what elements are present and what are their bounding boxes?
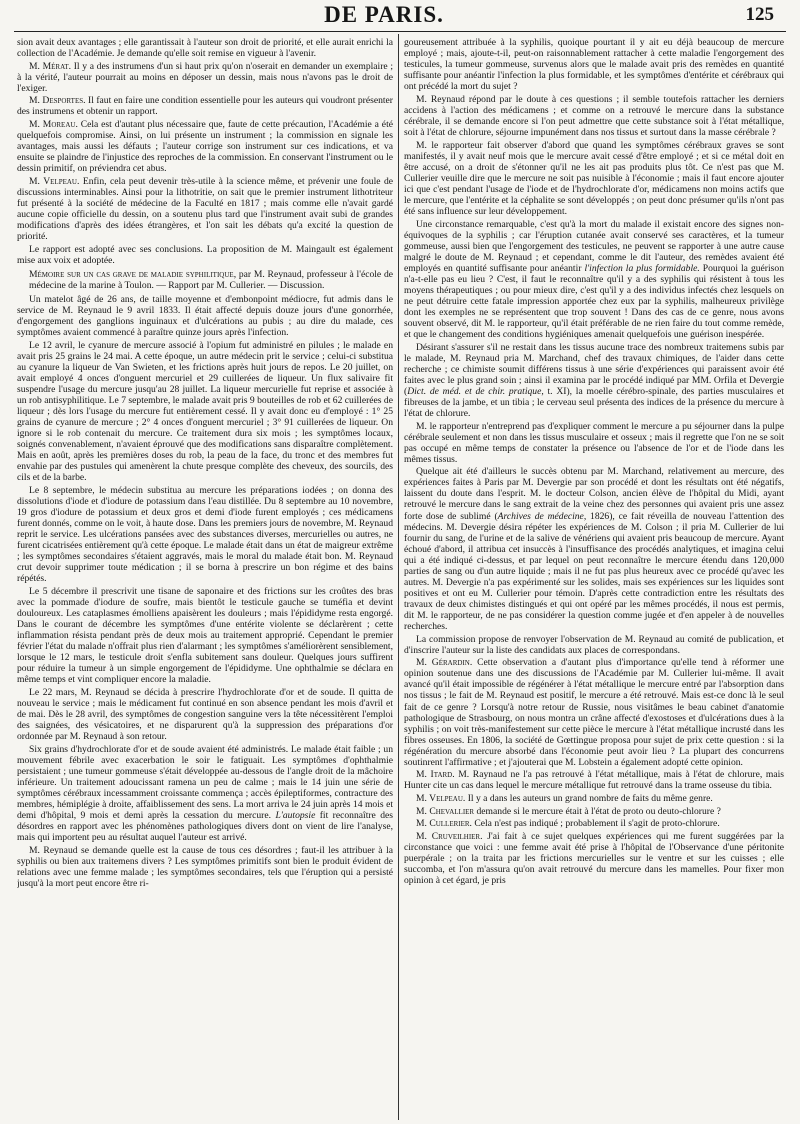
paragraph-text: Le 5 décembre il prescrivit une tisane de saponaire et des frictions sur les croûtes des bras avec la pommade d'iodure de soufre, mais bientôt le testicule gauche se tuméfia et devint douloureux. Les cataplasmes émolliens apaisèrent les douleurs ; mais l'épididyme resta engorgé. Dans le courant de décembre les symptômes d'une entérite violente se déclarèrent ; cette inflammation résista pendant près de deux mois au traitement approprié. Cependant le premier février l'état du malade n'offrait plus rien d'alarmant ; les symptômes s'améliorèrent sensiblement, lorsque le 12 mars, le testicule droit s'enfla subitement sans douleur. Quelques jours suffirent pour réduire la tumeur à un simple engorgement de l'épididyme. Une ophthalmie se déclara en même temps et vint compliquer encore la maladie. (17, 586, 393, 686)
paragraph-text: Il faut en faire une condition essentielle pour les auteurs qui voudront présenter des instrumens et obtenir un rapport. (17, 95, 393, 118)
paragraph-text: Pourquoi la guérison n'a-t-elle pas eu lieu ? C'est, il faut le reconnaître qu'il y a des syphilis qui résistent à tous les moyens thérapeutiques ; ou pour mieux dire, c'est qu'il y a des individus infectés chez lesquels on ne peut détruire cette fatale impression apportée chez eux par la syphilis, malheureux privilège dont les exemples ne se représentent que trop souvent ! Dans des cas de ce genre, nous avons souvent observé, dit M. le rapporteur, qu'il était préférable de ne rien faire du tout comme remède, et que le changement des conditions hygiéniques amenait quelquefois une guérison inespérée. (404, 262, 784, 340)
paragraph-text: Enfin, cela peut devenir très-utile à la science même, et prévenir une foule de discussions interminables. Ainsi pour la lithotritie, on sait que le premier instrument lithotriteur fut présenté à la société de médecine de la Faculté en 1817 ; mais comme elle n'avait gardé aucune copie officielle du dessin, on a soutenu plus tard que l'instrument avait subi de grandes modifications d'après des idées étrangères, et l'on sait les débats qu'a excité la question de priorité. (17, 175, 393, 243)
paragraph-text: Le 8 septembre, le médecin substitua au mercure les préparations iodées ; on donna des dissolutions d'iode et d'iodure de potassium dans l'eau distillée. Du 8 septembre au 10 novembre, 19 gros d'iodure de potassium et deux gros et demi d'iode furent employés ; ces médicamens furent donnés, comme on le voit, à haute dose. Dans les premiers jours de novembre, M. Reynaud reprit le service. Les ulcérations pansées avec des substances diverses, mercurielles ou autres, ne furent cicatrisées entièrement qu'à cette époque. Le malade était dans un état de maigreur extrême ; les symptômes secondaires s'étaient aggravés, mais le moral du malade était bon. M. Reynaud crut devoir supprimer toute médication ; il se borna à prescrire un bon régime et des bains répétés. (17, 484, 393, 585)
page-title: DE PARIS. (324, 2, 444, 27)
case-paragraph (17, 744, 393, 843)
paragraph-text: Désirant s'assurer s'il ne restait dans les tissus aucune trace des nombreux traitemens subis par le malade, M. Reynaud pria M. Marchand, chef des travaux chimiques, de l'aider dans cette recherche ; ce chimiste soumit différens tissus à une série d'expériences qui paraissent avoir été faites avec le plus grand soin ; ainsi il examina par le procédé indiqué par MM. Orfila et Devergie ( (404, 341, 784, 397)
case-paragraph (17, 485, 393, 584)
speaker-name: M. Moreau. (29, 119, 78, 131)
case-paragraph (17, 294, 393, 338)
merat-remark (17, 61, 393, 94)
paragraph-text: Il y a des instrumens d'un si haut prix qu'on n'oserait en demander un exemplaire ; à la vérité, l'auteur pourrait au moins en déposer un dessin, mais nous n'avons pas le droit de l'exiger. (17, 60, 393, 94)
velpeau-remark (404, 793, 784, 804)
continued-paragraph (17, 37, 393, 59)
case-paragraph (17, 687, 393, 742)
header-rule (14, 31, 786, 32)
cullerier-remark (404, 818, 784, 829)
right-column (404, 37, 784, 1121)
paragraph-text: M. Reynaud se demande quelle est la cause de tous ces désordres ; faut-il les attribuer à la syphilis ou bien aux traitemens divers ? Les symptômes primitifs sont bien le produit évident de relations avec une femme malade ; les symptômes secondaires, tels que l'éruption qui a persisté jusqu'à la mort peut encore être ri- (17, 844, 393, 889)
paragraph-text: Le rapport est adopté avec ses conclusions. La proposition de M. Maingault est également mise aux voix et adoptée. (17, 243, 393, 266)
speaker-name: M. Chevallier (416, 805, 475, 817)
memoir-title: Mémoire sur un cas grave de maladie syphilitique (29, 268, 234, 280)
speaker-name: M. Cullerier. (416, 818, 472, 830)
paragraph-text: M. Reynaud répond par le doute à ces questions ; il semble toutefois rattacher les derniers accidens à l'action des médicamens ; et comme on a retrouvé le mercure dans la substance cérébrale, il se demande encore si l'on peut admettre que cette substance soit à l'état métallique, soit à l'état de chlorure, séjourne impunément dans nos tissus et surtout dans la masse cérébrale ? (404, 93, 784, 138)
memoir-heading (17, 269, 393, 291)
gerardin-remark (404, 657, 784, 767)
report-paragraph (404, 342, 784, 419)
paragraph-text: Cela n'est pas indiqué ; probablement il s'agit de proto-chlorure. (471, 818, 720, 830)
commission-proposal (404, 634, 784, 656)
desportes-remark (17, 95, 393, 117)
speaker-name: M. Desportes. (29, 95, 86, 107)
paragraph-text: , t. XI), la moelle cérébro-spinale, des parties musculaires et fibreuses de la jambe, et un tibia ; le cerveau seul présenta des indices de la présence du mercure à l'état de chlorure. (404, 385, 784, 419)
report-paragraph (404, 466, 784, 632)
speaker-name: M. Itard. (416, 769, 455, 781)
paragraph-text: M. le rapporteur n'entreprend pas d'expliquer comment le mercure a pu séjourner dans la pulpe cérébrale seulement et non dans les tissus musculaire et osseux ; mais il regrette que l'on ne se soit pas occupé en même temps de constater la présence ou l'absence de l'or et de l'iode dans les mêmes tissus. (404, 420, 784, 465)
paragraph-text: goureusement attribuée à la syphilis, quoique pourtant il y ait eu déjà beaucoup de mercure employé ; mais, ajoute-t-il, peut-on raisonnablement rattacher à cette maladie l'engorgement des testicules, la tumeur gommeuse, survenus alors que le malade avait pris des remèdes en quantité suffisante pour anéantir l'infection la plus formidable, et les symptômes d'entérite et cérébraux qui ont précédé la mort du sujet ? (404, 37, 784, 93)
speaker-name: M. Cruveilhier. (416, 831, 483, 842)
paragraph-text: Le 12 avril, le cyanure de mercure associé à l'opium fut administré en pilules ; le malade en avait pris 25 grains le 24 mai. A cette époque, un autre médecin prit le service ; celui-ci substitua au cyanure la liqueur de Van Swieten, et les frictions après huit jours de repos. Le 20 juillet, on avait employé 4 onces d'onguent mercuriel et 29 cuillerées de liqueur. Un flux salivaire fit suspendre l'usage du mercure jusqu'au 28 juillet. La liqueur mercurielle fut reprise et associée à un rob antisyphilitique. Le 7 septembre, le malade avait pris 9 bouteilles de rob et 62 cuillerées de liqueur ; dès lors l'usage du mercure fut entièrement cessé. Il y avait donc eu d'employé : 1° 25 grains de cyanure de mercure ; 2° 4 onces d'onguent mercuriel ; 3° 91 cuillerées de liqueur. On ignore si le rob contenait du mercure. Ce traitement dura six mois ; les symptômes locaux, soignés convenablement, n'avaient éprouvé que des modifications sans disparaître complètement. Mais en août, après les premières doses du rob, la peau de la face, du tronc et des membres fut envahie par des pustules qui amenèrent la chute presque complète des cheveux, des sourcils, des cils et de la barbe. (17, 339, 393, 484)
page-header (0, 0, 800, 31)
paragraph-text: Quelque ait été d'ailleurs le succès obtenu par M. Marchand, relativement au mercure, des expériences faites à Paris par M. Devergie par son procédé et dont les résultats ont été négatifs, laissent du doute dans l'esprit. M. le docteur Colson, ancien élève de l'hôpital du Midi, ayant retrouvé le mercure dans le sang extrait de la veine chez des personnes qui avaient pris une assez forte dose de sublimé ( (404, 466, 784, 522)
chevallier-remark (404, 806, 784, 817)
speaker-name: M. Gérardin. (416, 657, 473, 669)
adoption-note (17, 244, 393, 266)
memoir-subtitle: , par M. Reynaud, professeur à l'école de médecine de la marine à Toulon. — Rapport par M. Cullerier. — Discussion. (29, 268, 393, 291)
speaker-name: M. Velpeau. (416, 793, 466, 805)
paragraph-text: Cette observation a d'autant plus d'importance qu'elle tend à réformer une opinion soutenue dans une des discussions de l'Académie par M. Cullerier lui-même. Il avait avancé qu'il était impossible de régénérer à l'état métallique le mercure entré par l'absorption dans nos tissus ; le fait de M. Reynaud est positif, le mercure a été retrouvé. Mais est-ce donc là le seul fait de ce genre ? Lorsqu'à notre retour de Russie, nous visitâmes le beau cabinet d'anatomie pathologique de Strasbourg, on nous montra un crâne affecté d'exostoses et d'ulcérations dues à la syphilis ; on voit très-manifestement sur cette pièce le mercure à l'état métallique incrusté dans les fibres osseuses. En 1806, la société de Gœttingue proposa pour sujet de prix cette question : si la régénération du mercure absorbé dans l'économie peut avoir lieu ? La plupart des concurrens soutinrent l'affirmative ; et j'ajouterai que M. Lobstein a également adopté cette opinion. (404, 657, 784, 768)
paragraph-text: La commission propose de renvoyer l'observation de M. Reynaud au comité de publication, et d'inscrire l'auteur sur la liste des candidats aux places de correspondans. (404, 633, 784, 656)
moreau-remark (17, 119, 393, 174)
speaker-name: M. Mérat. (29, 60, 72, 72)
report-paragraph (404, 219, 784, 341)
continued-paragraph (404, 37, 784, 92)
paragraph-text: , 1826), ce fait réveilla de nouveau l'attention des médecins. M. Devergie désira répéter les expériences de M. Colson ; il pria M. Cullerier de lui fournir du sang, de l'urine et de la salive de vénériens qui avaient pris beaucoup de mercure. Ayant échoué d'abord, il attribua cet insuccès à l'insuffisance des procédés analytiques, et imagina celui qui a été indiqué ci-dessus, et par lequel on peut reconnaître le mercure étendu dans 120,000 parties de sang ou d'un autre liquide ; mais il ne fut pas plus heureux avec ce procédé qu'avec les autres. M. Devergie n'a pas expérimenté sur les solides, mais ses expériences sur les liquides sont positives et ont eu M. Cullerier pour témoin. D'après cette contradiction entre les résultats des travaux de deux chimistes distingués et qui ont opéré par les mêmes procédés, il nous est permis, dit M. le rapporteur, de ne pas considérer la question comme jugée et d'en appeler à de nouvelles recherches. (404, 510, 784, 632)
case-paragraph (17, 586, 393, 685)
paragraph-text: demande si le mercure était à l'état de proto ou deuto-chlorure ? (474, 805, 721, 817)
italic-text: L'autopsie (275, 810, 316, 822)
report-paragraph (404, 140, 784, 217)
paragraph-text: fit reconnaître des désordres en rapport avec les phénomènes pathologiques divers dont on vient de lire l'analyse, mais qui importent peu au résultat auquel l'auteur est arrivé. (17, 810, 393, 844)
paragraph-text: M. le rapporteur fait observer d'abord que quand les symptômes cérébraux graves se sont manifestés, il y avait neuf mois que le mercure avait cessé d'être employé ; et si ce métal doit en être accusé, on a droit de s'étonner qu'il ne les ait pas produits plus tôt. Ce n'est pas que M. Cullerier veuille dire que le mercure ne soit pas nuisible à l'économie ; mais il faut encore ajouter ici que c'est pendant l'usage de l'iode et de l'hydrochlorate d'or, médicamens non moins actifs que le mercure, que l'entérite et la céphalite se sont développés ; on peut donc présumer qu'ils n'ont pas été sans influence sur leur développement. (404, 139, 784, 217)
italic-text: l'infection la plus formidable. (584, 262, 700, 274)
report-paragraph (404, 94, 784, 138)
left-column (17, 37, 393, 1121)
paragraph-text: Six grains d'hydrochlorate d'or et de soude avaient été administrés. Le malade était faible ; un mouvement fébrile avec exacerbation le soir le fatiguait. Les symptômes d'ophthalmie persistaient ; une tumeur gommeuse s'était développée au-dessous de l'angle droit de la mâchoire inférieure. Un traitement adoucissant ramena un peu de calme ; mais le 14 juin une série de symptômes cérébraux incessamment croissante commença ; accès épileptiformes, contracture des membres, hémiplégie à droite, affaiblissement des sens. La mort arriva le 24 juin après 14 mois et demi d'hôpital, 9 mois et demi après la cessation du mercure. (17, 743, 393, 822)
itard-remark (404, 769, 784, 791)
case-paragraph (17, 340, 393, 484)
page-number: 125 (745, 4, 774, 25)
cruveilhier-remark (404, 831, 784, 886)
paragraph-text: M. Raynaud ne l'a pas retrouvé à l'état métallique, mais à l'état de chlorure, mais Hunter cite un cas dans lequel le mercure métallique fut retrouvé dans la trame osseuse du tibia. (404, 769, 784, 792)
case-paragraph (17, 845, 393, 889)
speaker-name: M. Velpeau. (29, 175, 80, 187)
paragraph-text: Un matelot âgé de 26 ans, de taille moyenne et d'embonpoint médiocre, fut admis dans le service de M. Reynaud le 9 avril 1833. Il était affecté depuis douze jours d'une gonorrhée, d'engorgement des ganglions inguinaux et d'ulcérations au pubis ; au dire du malade, ces symptômes avaient commencé à paraître quinze jours après l'infection. (17, 294, 393, 339)
italic-text: Archives de médecine (497, 510, 584, 522)
column-divider (398, 34, 399, 1120)
italic-text: Dict. de méd. et de chir. pratique (407, 385, 542, 397)
paragraph-text: Le 22 mars, M. Reynaud se décida à prescrire l'hydrochlorate d'or et de soude. Il quitta de nouveau le service ; mais le médicament fut continué en son absence pendant les mois d'avril et de mai. Dès le 28 avril, des symptômes de congestion sanguine vers la tête nécessitèrent l'emploi des saignées, des vésicatoires, et ne disparurent qu'à la suppression des préparations d'or ordonnée par M. Reynaud à son retour. (17, 687, 393, 743)
report-paragraph (404, 421, 784, 465)
paragraph-text: J'ai fait à ce sujet quelques expériences qui me furent suggérées par la circonstance que voici : une femme avait été prise à l'hôpital de l'Observance d'une péritonite puerpérale ; on la traita par les frictions mercurielles sur le ventre et sur les cuisses ; elle succomba, et l'on m'assura qu'on avait retrouvé du mercure dans les mamelles. Pour fixer mon opinion à cet égard, je pris (404, 831, 784, 887)
velpeau-remark (17, 176, 393, 242)
paragraph-text: sion avait deux avantages ; elle garantissait à l'auteur son droit de priorité, et elle aurait enrichi la collection de l'Académie. Je demande qu'elle soit remise en vigueur à l'avenir. (17, 37, 393, 60)
paragraph-text: Une circonstance remarquable, c'est qu'à la mort du malade il existait encore des signes non-équivoques de la syphilis ; car l'éruption cutanée avait conservé ses caractères, et la tumeur gommeuse, aussi bien que l'engorgement des testicules, ne peuvent se rapporter à une autre cause malgré le doute de M. Reynaud ; et cependant, comme le dit l'auteur, des remèdes avaient été employés en quantité suffisante pour anéantir (404, 218, 784, 274)
paragraph-text: Il y a dans les auteurs un grand nombre de faits du même genre. (465, 793, 713, 805)
paragraph-text: Cela est d'autant plus nécessaire que, faute de cette précaution, l'Académie a été quelquefois compromise. Ainsi, on lui présente un instrument ; la commission en signale les avantages, mais aussi les défauts ; l'auteur corrige son instrument sur ces indications, et va ensuite se plaindre de l'injustice des reproches de la commission. En conservant l'instrument ou le dessin primitif, on préviendra cet abus. (17, 119, 393, 175)
